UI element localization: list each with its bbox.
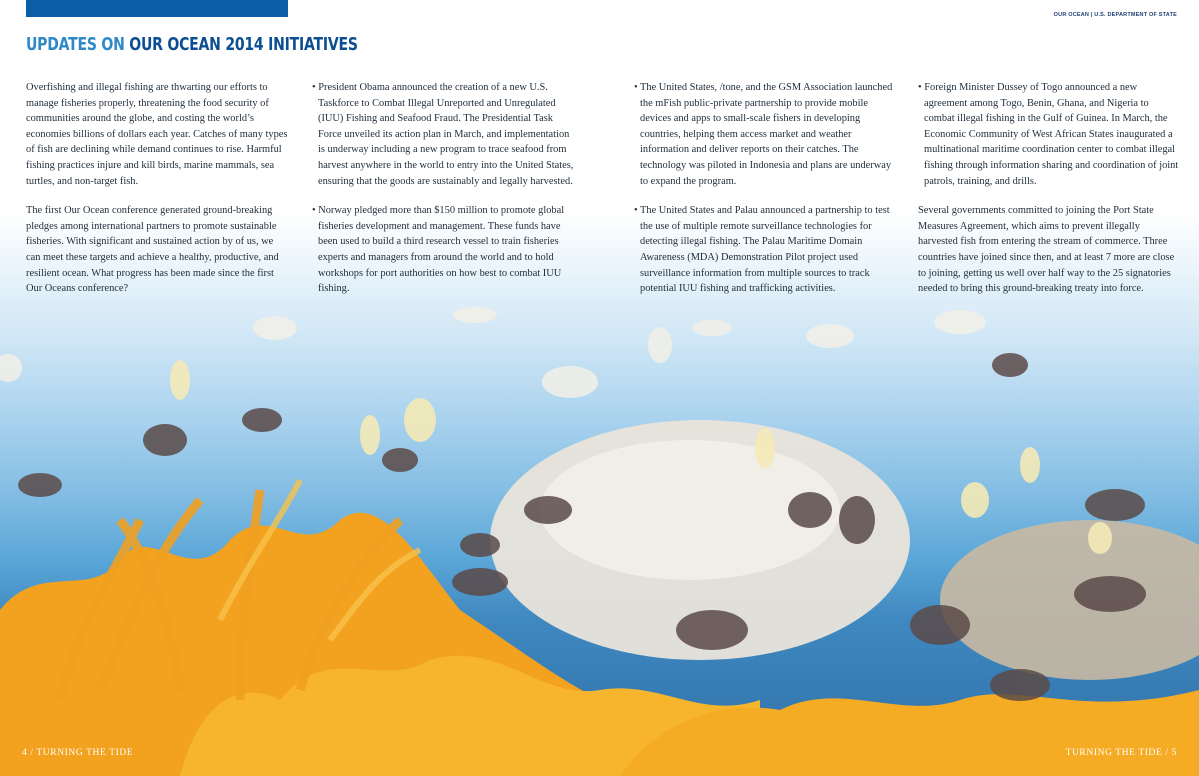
bullet-paragraph: • The United States, /tone, and the GSM Association launched the mFish public-private partnership to provide mobile devices and apps to small-scale fishers in developing countries, helping them access market and weather information and deliver reports on their catches. The technology was piloted in Indonesia and plans are underway to expand the program. bbox=[634, 82, 893, 187]
title-part-light: UPDATES ON bbox=[26, 34, 125, 55]
text-column-1 bbox=[26, 80, 288, 311]
bullet-paragraph: • Foreign Minister Dussey of Togo announced a new agreement among Togo, Benin, Ghana, and Nigeria to combat illegal fishing in the Gulf of Guinea. In March, the Economic Community of West African States inaugurated a multinational maritime coordination center to combat illegal fishing through information sharing and coordination of joint patrols, training, and drills. bbox=[918, 82, 1179, 187]
footer-right-folio bbox=[1066, 748, 1177, 758]
page-title bbox=[26, 34, 358, 55]
page-number: 5 bbox=[1171, 748, 1177, 758]
page-number: 4 bbox=[22, 748, 28, 758]
title-part-dark: OUR OCEAN 2014 INITIATIVES bbox=[129, 34, 358, 55]
text-column-2 bbox=[312, 80, 574, 311]
bullet-paragraph: • Norway pledged more than $150 million to promote global fisheries development and management. These funds have been used to build a third research vessel to train fisheries experts and managers from around the world and to hold workshops for port authorities on how best to combat IUU fishing. bbox=[312, 205, 565, 295]
publication-title: TURNING THE TIDE bbox=[1065, 748, 1163, 758]
paragraph: Overfishing and illegal fishing are thwarting our efforts to manage fisheries properly, threatening the food security of communities around the globe, and costing the world’s economies billions of dollars each year. Catches of many types of fish are declining while demand continues to rise. Harmful fishing practices injure and kill birds, marine mammals, sea turtles, and non-target fish. bbox=[26, 82, 288, 187]
publication-title: TURNING THE TIDE bbox=[36, 748, 134, 758]
text-column-3 bbox=[634, 80, 896, 311]
folio-separator: / bbox=[30, 748, 34, 758]
paragraph: Several governments committed to joining the Port State Measures Agreement, which aims to prevent illegally harvested fish from entering the stream of commerce. Three countries have joined since then, and at least 7 more are close to joining, getting us well over half way to the 25 signatories needed to bring this ground-breaking treaty into force. bbox=[918, 205, 1175, 295]
folio-separator: / bbox=[1165, 748, 1169, 758]
bullet-paragraph: • The United States and Palau announced a partnership to test the use of multiple remote surveillance technologies for detecting illegal fishing. The Palau Maritime Domain Awareness (MDA) Demonstration Pilot project used surveillance information from multiple sources to track potential IUU fishing and trafficking activities. bbox=[634, 205, 890, 295]
paragraph: The first Our Ocean conference generated ground-breaking pledges among international partners to promote sustainable fisheries. With significant and sustained action by of us, we can meet these targets and achieve a healthy, productive, and resilient ocean. What progress has been made since the first Our Oceans conference? bbox=[26, 205, 279, 295]
footer-left-folio bbox=[22, 748, 133, 758]
running-head: OUR OCEAN | U.S. DEPARTMENT OF STATE bbox=[1053, 12, 1177, 18]
top-accent-bar bbox=[26, 0, 288, 17]
bullet-paragraph: • President Obama announced the creation of a new U.S. Taskforce to Combat Illegal Unreported and Unregulated (IUU) Fishing and Seafood Fraud. The Presidential Task Force unveiled its action plan in March, and implementation is underway including a new program to trace seafood from harvest anywhere in the world to entry into the United States, ensuring that the goods are sustainably and legally harvested. bbox=[312, 82, 574, 187]
text-column-4 bbox=[918, 80, 1180, 311]
